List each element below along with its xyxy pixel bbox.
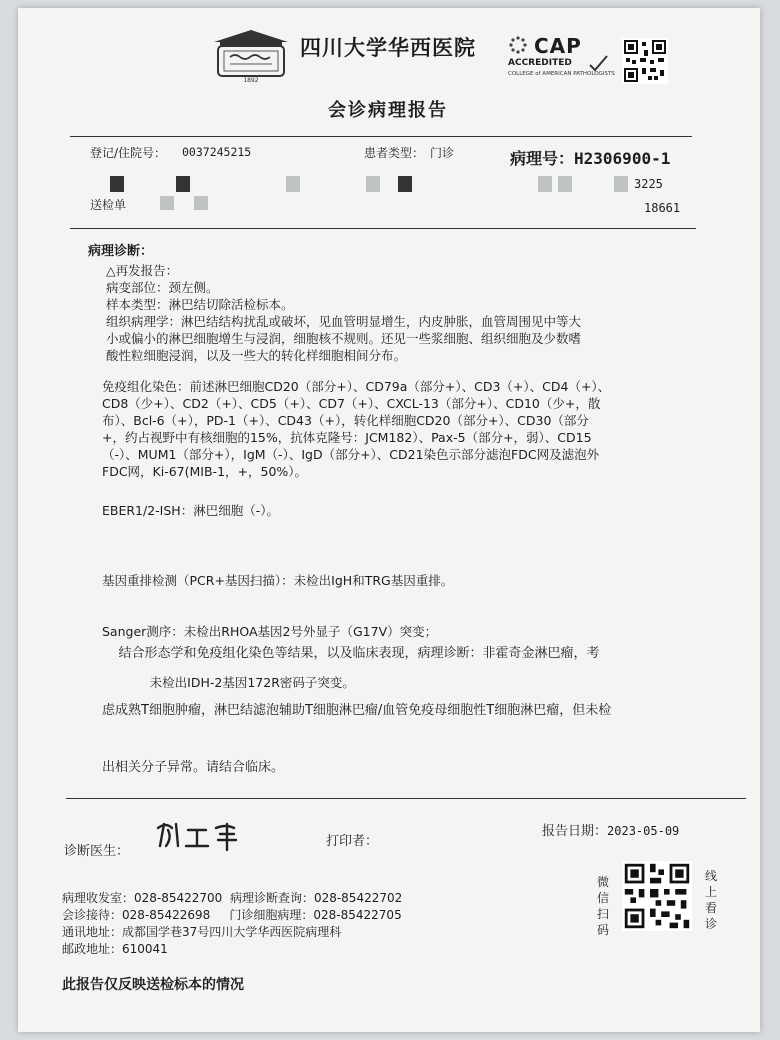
scan-right-label: 线上看诊 [704, 869, 717, 931]
conclusion-line: 虑成熟T细胞肿瘤，淋巴结滤泡辅助T细胞淋巴瘤/血管免疫母细胞性T细胞淋巴瘤，但未检 [102, 703, 612, 718]
patient-type-label: 患者类型： [364, 146, 425, 160]
hospital-name: 四川大学华西医院 [300, 35, 476, 60]
meta-row3-tail: 18661 [644, 201, 681, 215]
report-date [542, 820, 679, 839]
path-no-value: H2306900-1 [574, 149, 671, 168]
contact-line: 会诊接待：028-85422698 门诊细胞病理：028-85422705 [62, 908, 402, 922]
ihc-line: CD8（少+）、CD2（+）、CD5（+）、CD7（+）、CXCL-13（部分+）、CD10（少+，散 [102, 396, 601, 411]
diagnosis-line: 小或偏小的淋巴细胞增生与浸润，细胞核不规则。还见一些浆细胞、组织细胞及少数嗜 [106, 331, 582, 346]
contact-line: 邮政地址：610041 [62, 942, 168, 956]
path-no-label: 病理号： [510, 149, 575, 168]
ihc-line: +，约占视野中有核细胞的15%，抗体克隆号：JCM182）、Pax-5（部分+，弱）、CD15 [102, 430, 592, 445]
eber-result: EBER1/2-ISH：淋巴细胞（-）。 [102, 503, 279, 518]
conclusion-line: 出相关分子异常。请结合临床。 [102, 760, 285, 775]
cap-accredited-label: ACCREDITED [508, 58, 572, 68]
seal-year: 1892 [243, 77, 259, 84]
redaction-block [558, 176, 572, 192]
redaction-block [160, 196, 174, 210]
qr-code-top[interactable] [622, 38, 668, 84]
hospital-seal-logo [208, 26, 294, 84]
redaction-block [110, 176, 124, 192]
pathology-number [510, 146, 670, 169]
redaction-block [614, 176, 628, 192]
doctor-signature [154, 818, 242, 852]
report-sheet [18, 8, 760, 1032]
conclusion-line: 结合形态学和免疫组化染色等结果，以及临床表现，病理诊断：非霍奇金淋巴瘤，考 [102, 646, 600, 661]
cap-college-label: COLLEGE of AMERICAN PATHOLOGISTS [508, 71, 615, 77]
ihc-line: 免疫组化染色：前述淋巴细胞CD20（部分+）、CD79a（部分+）、CD3（+）、CD4（+）、 [102, 379, 611, 394]
doctor-label: 诊断医生： [64, 844, 130, 859]
report-title: 会诊病理报告 [328, 100, 448, 121]
diagnosis-line: △再发报告： [106, 263, 179, 278]
reg-value: 0037245215 [182, 145, 252, 159]
report-date-label: 报告日期： [542, 824, 608, 839]
ihc-line: FDC网，Ki-67(MIB-1，+，50%）。 [102, 464, 308, 479]
diagnosis-title: 病理诊断： [88, 244, 154, 259]
diagnosis-line: 酸性粒细胞浸润，以及一些大的转化样细胞相间分布。 [106, 348, 407, 363]
conclusion-section [102, 606, 611, 815]
redaction-block [286, 176, 300, 192]
meta-divider [70, 228, 696, 229]
diagnosis-intro [106, 262, 581, 364]
gene-line: 基因重排检测（PCR+基因扫描）：未检出IgH和TRG基因重排。 [102, 573, 454, 588]
contact-line: 通讯地址：成都国学巷37号四川大学华西医院病理科 [62, 925, 342, 939]
cap-wordmark: CAP [534, 34, 582, 58]
meta-row2-tail: 3225 [634, 177, 663, 191]
qr-code-bottom[interactable] [622, 860, 692, 932]
contact-block [62, 890, 402, 958]
diagnosis-line: 样本类型：淋巴结切除活检标本。 [106, 297, 294, 312]
reg-label: 登记/住院号： [90, 146, 167, 160]
ihc-line: （-）、MUM1（部分+），IgM（-）、IgD（部分+）、CD21染色示部分滤泡FDC网及滤泡外 [102, 447, 600, 462]
redaction-block [176, 176, 190, 192]
ihc-section [102, 378, 610, 480]
redaction-block [538, 176, 552, 192]
header-divider [70, 136, 692, 137]
gene-line: Sanger测序：未检出RHOA基因2号外显子（G17V）突变； [102, 624, 438, 639]
printer-label: 打印者： [326, 834, 379, 849]
redaction-block [398, 176, 412, 192]
scan-left-label: 微信扫码 [596, 875, 609, 937]
redaction-block [366, 176, 380, 192]
ihc-line: 布）、Bcl-6（+），PD-1（+）、CD43（+），转化样细胞CD20（部分+）、CD30（部分 [102, 413, 589, 428]
redaction-block [194, 196, 208, 210]
patient-type-value: 门诊 [430, 146, 455, 160]
sender-label: 送检单 [90, 198, 127, 212]
diagnosis-line: 组织病理学：淋巴结结构扰乱或破坏，见血管明显增生，内皮肿胀，血管周围见中等大 [106, 314, 582, 329]
gene-line: 未检出IDH-2基因172R密码子突变。 [102, 675, 355, 690]
report-notice: 此报告仅反映送检标本的情况 [62, 977, 244, 993]
contact-line: 病理收发室：028-85422700 病理诊断查询：028-85422702 [62, 891, 403, 905]
diagnosis-line: 病变部位：颈左侧。 [106, 280, 219, 295]
report-date-value: 2023-05-09 [607, 824, 680, 838]
footer-divider [66, 798, 746, 799]
